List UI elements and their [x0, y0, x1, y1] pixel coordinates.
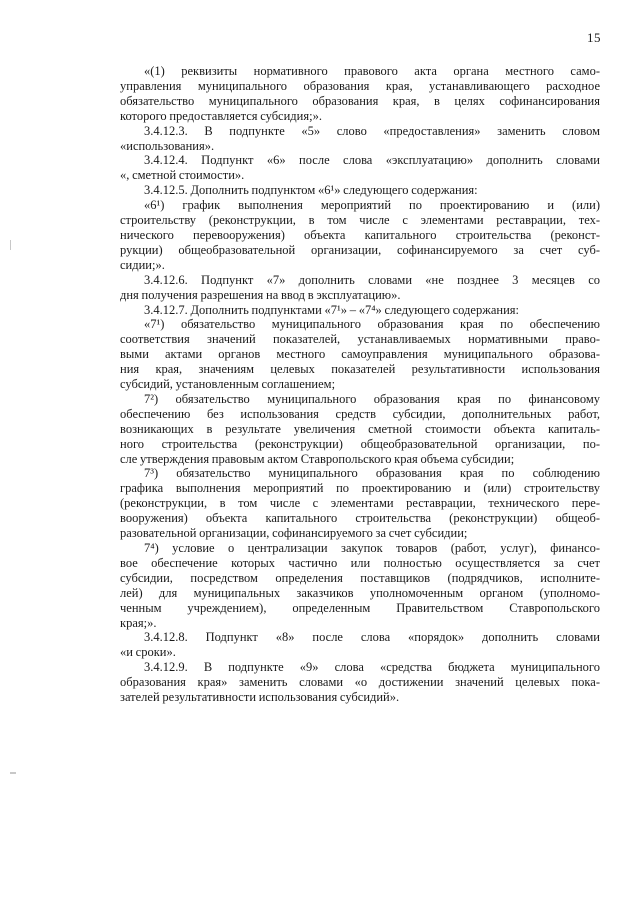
text-line: вое обеспечение которых частично или полностью осуществляется за счет — [120, 555, 600, 570]
paragraph — [120, 124, 600, 154]
paragraph — [120, 317, 600, 392]
text-line: «(1) реквизиты нормативного правового акта органа местного само- — [144, 64, 600, 78]
text-line: дня получения разрешения на ввод в эксплуатацию». — [120, 287, 401, 302]
paragraph — [120, 198, 600, 273]
paragraph — [120, 541, 600, 630]
text-line: возникающих в результате увеличения сметной стоимости объекта капиталь- — [120, 421, 600, 436]
text-line: 3.4.12.8. Подпункт «8» после слова «порядок» дополнить словами — [144, 630, 600, 645]
paragraph — [120, 660, 600, 705]
paragraph — [120, 153, 600, 183]
text-line: зателей результативности использования субсидий». — [120, 690, 400, 705]
text-line: ченным учреждением), определенным Правительством Ставропольского — [120, 600, 600, 615]
text-line: вооружения) объекта капитального строительства (реконструкции) общеоб- — [120, 511, 600, 526]
text-line: субсидий, установленным соглашением; — [120, 377, 336, 392]
margin-mark — [10, 772, 16, 774]
text-line: ного строительства (реконструкции) общеобразовательной организации, по- — [120, 436, 600, 451]
text-line: 3.4.12.7. Дополнить подпунктами «7¹» – «7⁴» следующего содержания: — [144, 302, 519, 317]
text-line: 7⁴) условие о централизации закупок товаров (работ, услуг), финансо- — [144, 541, 600, 555]
text-line: сле утверждения правовым актом Ставропольского края объема субсидии; — [120, 451, 515, 466]
text-line: 3.4.12.9. В подпункте «9» слова «средства бюджета муниципального — [144, 660, 600, 675]
text-line: соответствия значений показателей, устанавливаемых нормативными право- — [120, 332, 600, 347]
paragraph — [120, 303, 600, 318]
paragraph — [120, 273, 600, 303]
text-line: обязательство муниципального образования края, в целях софинансирования — [120, 93, 600, 108]
text-line: субсидии, посредством определения поставщиков (подрядчиков, исполните- — [120, 570, 600, 585]
text-line: выми актами органов местного самоуправления муниципального образова- — [120, 347, 600, 362]
text-line: 7²) обязательство муниципального образования края по финансовому — [144, 391, 600, 406]
text-line: обеспечению без использования средств субсидии, дополнительных работ, — [120, 406, 600, 421]
paragraph — [120, 64, 600, 124]
text-line: графика выполнения мероприятий по проектированию и (или) строительству — [120, 481, 600, 496]
text-line: которого предоставляется субсидия;». — [120, 108, 322, 123]
text-line: «6¹) график выполнения мероприятий по проектированию и (или) — [144, 198, 600, 213]
text-line: ния края, значениям целевых показателей результативности использования — [120, 362, 600, 377]
text-line: «использования». — [120, 138, 215, 153]
document-body — [120, 64, 600, 705]
text-line: сидии;». — [120, 257, 165, 272]
text-line: лей) для муниципальных заказчиков уполномоченным органом (уполномо- — [120, 585, 600, 600]
text-line: (реконструкции, в том числе с элементами реставрации, технического пере- — [120, 496, 600, 511]
text-line: 3.4.12.4. Подпункт «6» после слова «эксплуатацию» дополнить словами — [144, 153, 600, 168]
text-line: 3.4.12.6. Подпункт «7» дополнить словами «не позднее 3 месяцев со — [144, 272, 600, 287]
text-line: края;». — [120, 615, 157, 630]
paragraph — [120, 466, 600, 541]
text-line: образования края» заменить словами «о достижении значений целевых пока- — [120, 675, 600, 690]
text-line: «7¹) обязательство муниципального образования края по обеспечению — [144, 317, 600, 332]
text-line: нического перевооружения) объекта капитального строительства (реконст- — [120, 227, 600, 242]
text-line: «, сметной стоимости». — [120, 168, 245, 183]
text-line: строительству (реконструкции, в том числе с элементами реставрации, тех- — [120, 213, 600, 228]
text-line: управления муниципального образования края, устанавливающего расходное — [120, 78, 600, 93]
text-line: 7³) обязательство муниципального образования края по соблюдению — [144, 466, 600, 481]
paragraph — [120, 183, 600, 198]
text-line: рукции) общеобразовательной организации, софинансируемого за счет суб- — [120, 242, 600, 257]
paragraph — [120, 392, 600, 467]
margin-mark — [10, 240, 11, 250]
text-line: 3.4.12.5. Дополнить подпунктом «6¹» следующего содержания: — [144, 183, 478, 198]
page-number: 15 — [587, 30, 601, 45]
text-line: разовательной организации, софинансируемого за счет субсидии; — [120, 526, 468, 541]
text-line: «и сроки». — [120, 645, 176, 660]
text-line: 3.4.12.3. В подпункте «5» слово «предоставления» заменить словом — [144, 123, 600, 138]
paragraph — [120, 630, 600, 660]
